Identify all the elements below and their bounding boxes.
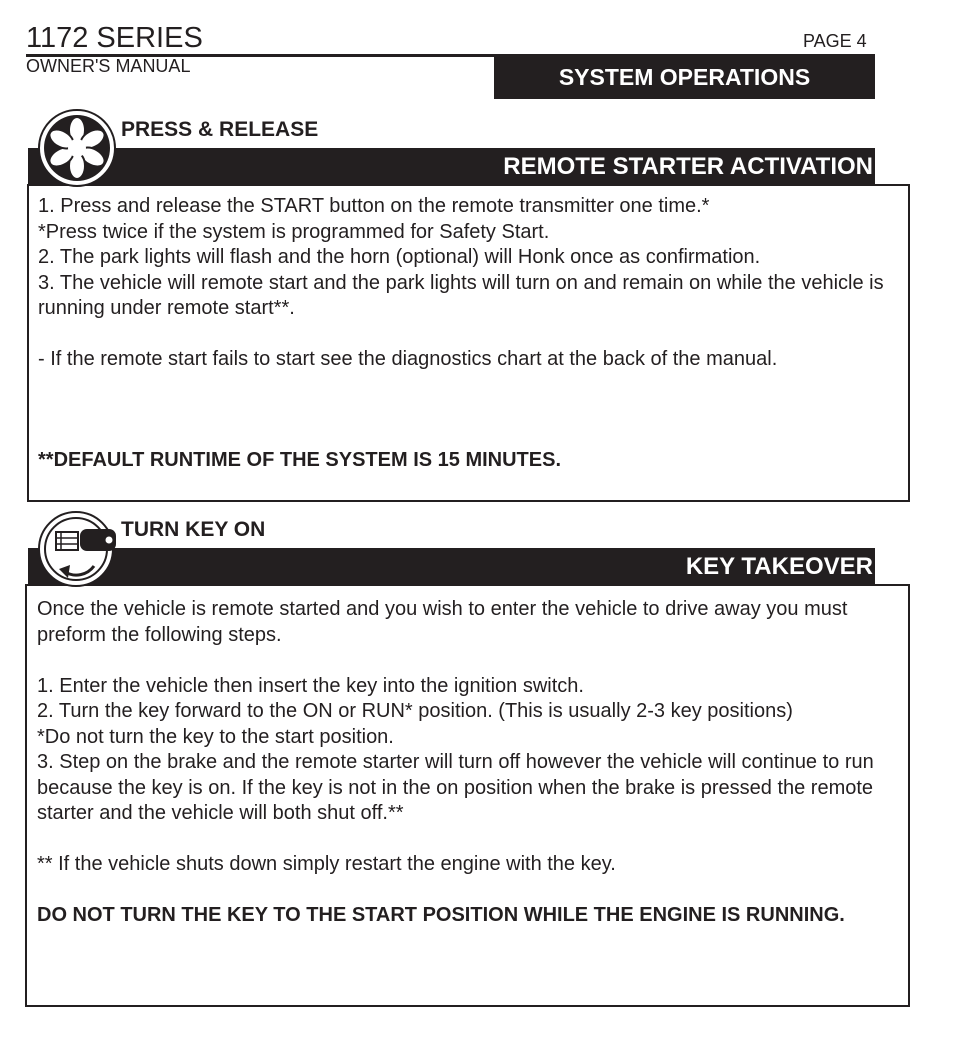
default-runtime-note: **DEFAULT RUNTIME OF THE SYSTEM IS 15 MINUTES. <box>38 449 562 471</box>
key-takeover-box <box>25 584 910 1007</box>
key-takeover-shutdown-note: ** If the vehicle shuts down simply restart the engine with the key. <box>37 853 616 875</box>
key-takeover-action-label: TURN KEY ON <box>121 518 266 541</box>
asterisk-button-icon <box>37 108 117 188</box>
key-takeover-step-1: 1. Enter the vehicle then insert the key into the ignition switch. <box>37 674 584 697</box>
manual-label: OWNER'S MANUAL <box>26 56 191 76</box>
remote-start-action-label: PRESS & RELEASE <box>121 118 319 141</box>
section-heading: SYSTEM OPERATIONS <box>558 64 811 90</box>
key-takeover-step-2-note: *Do not turn the key to the start position. <box>37 725 394 748</box>
remote-start-step-3: 3. The vehicle will remote start and the park lights will turn on and remain on while the vehicle is running under remote start**. <box>38 271 884 319</box>
spacer <box>38 322 904 348</box>
key-takeover-step-2: 2. Turn the key forward to the ON or RUN* position. (This is usually 2-3 key positions) <box>37 700 793 722</box>
spacer <box>37 827 877 853</box>
series-title: 1172 SERIES <box>26 22 203 54</box>
remote-start-step-2: 2. The park lights will flash and the horn (optional) will Honk once as confirmation. <box>38 246 761 268</box>
key-takeover-title: KEY TAKEOVER <box>685 553 873 580</box>
key-takeover-warning: DO NOT TURN THE KEY TO THE START POSITION WHILE THE ENGINE IS RUNNING. <box>37 904 845 926</box>
remote-start-title-bar <box>28 148 875 186</box>
key-takeover-title-bar <box>28 548 875 586</box>
spacer <box>37 648 877 674</box>
page-number: PAGE 4 <box>803 31 867 51</box>
section-heading-bar <box>494 56 875 99</box>
remote-start-step-1-note: *Press twice if the system is programmed for Safety Start. <box>38 220 550 243</box>
remote-start-box <box>27 184 910 502</box>
spacer <box>37 878 877 904</box>
key-takeover-step-3: 3. Step on the brake and the remote starter will turn off however the vehicle will continue to run because the key is on. If the key is not in the on position when the brake is pressed the remote starter and the vehicle will both shut off.** <box>37 751 874 824</box>
remote-start-fail-note: - If the remote start fails to start see the diagnostics chart at the back of the manual. <box>38 348 778 370</box>
turn-key-icon <box>37 508 117 588</box>
remote-start-step-1: 1. Press and release the START button on the remote transmitter one time.* <box>38 195 710 217</box>
remote-start-body <box>38 194 904 373</box>
key-takeover-body <box>37 597 877 929</box>
key-takeover-intro: Once the vehicle is remote started and you wish to enter the vehicle to drive away you must preform the following steps. <box>37 598 848 646</box>
remote-start-title: REMOTE STARTER ACTIVATION <box>503 153 873 180</box>
